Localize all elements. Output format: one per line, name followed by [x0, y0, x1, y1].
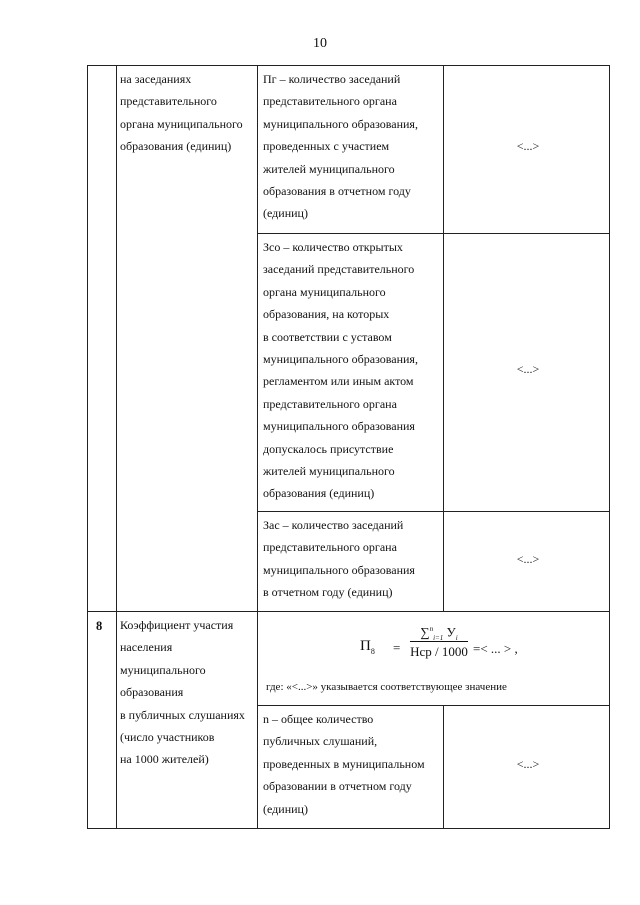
formula-note: где: «<...>» указывается соответствующее значение: [266, 681, 507, 693]
value-placeholder: <...>: [516, 552, 540, 566]
table-divider: [257, 705, 610, 706]
table-divider: [257, 511, 610, 512]
row-number: 8: [96, 619, 103, 633]
formula-equals: =: [393, 640, 401, 655]
table-border-right: [609, 65, 610, 829]
formula-fraction: [408, 617, 470, 662]
table-border-bottom: [87, 828, 610, 829]
value-placeholder: <...>: [516, 362, 540, 376]
formula: [260, 613, 638, 673]
page-number: 10: [313, 36, 327, 51]
table-border-top: [87, 65, 610, 66]
table-column-divider: [116, 65, 117, 829]
definition-n: n – общее количество публичных слушаний, проведенных в муниципальном образовании в отчетном году (единиц): [263, 712, 425, 816]
indicator-text: на заседаниях представительного органа муниципального образования (единиц): [120, 72, 243, 154]
table-divider: [87, 611, 610, 612]
table-border-left: [87, 65, 88, 829]
indicator-text: Коэффициент участия населения муниципального образования в публичных слушаниях (число участников на 1000 жителей): [120, 618, 245, 767]
definition-zso: Зсо – количество открытых заседаний представительного органа муниципального образования, на которых в соответствии с уставом муниципального образования, регламентом или иным актом представительного органа муниципального образования допускалось присутствие жителей муниципального образования (единиц): [263, 240, 418, 501]
value-placeholder: <...>: [516, 139, 540, 153]
definition-pg: Пг – количество заседаний представительного органа муниципального образования, проведенных с участием жителей муниципального образования в отчетном году (единиц): [263, 72, 418, 221]
formula-lhs: $П_8$: [360, 638, 375, 656]
formula-rhs: =< ... > ,: [473, 641, 518, 656]
definition-zas: Зас – количество заседаний представительного органа муниципального образования в отчетном году (единиц): [263, 518, 415, 600]
formula-numerator: ∑$^n_{i=1}$ $У_i$: [420, 624, 458, 642]
value-placeholder: <...>: [516, 757, 540, 771]
formula-denominator: Нср / 1000: [410, 644, 468, 659]
table-column-divider: [257, 65, 258, 829]
table-divider: [257, 233, 610, 234]
